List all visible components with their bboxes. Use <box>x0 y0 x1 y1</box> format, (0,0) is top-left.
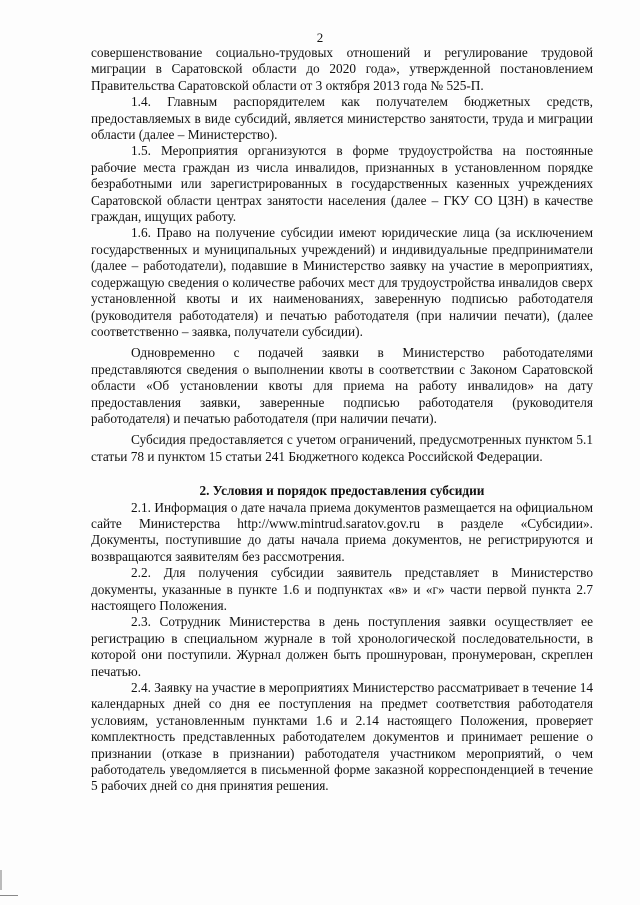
paragraph-2-3: 2.3. Сотрудник Министерства в день поступления заявки осуществляет ее регистрацию в специальном журнале в той хронологической последовательности, в которой они поступили. Журнал должен быть прошнурован, пронумерован, скреплен печатью. <box>91 614 593 679</box>
paragraph-2-2: 2.2. Для получения субсидии заявитель представляет в Министерство документы, указанные в пункте 1.6 и подпунктах «в» и «г» части первой пункта 2.7 настоящего Положения. <box>91 565 593 613</box>
scan-edge-mark <box>0 895 18 896</box>
paragraph-1-5: 1.5. Мероприятия организуются в форме трудоустройства на постоянные рабочие места граждан из числа инвалидов, признанных в установленном порядке безработными или зарегистрированных в государственных казенных учреждениях Саратовской области центрах занятости населения (далее – ГКУ СО ЦЗН) в качестве граждан, ищущих работу. <box>91 143 593 225</box>
paragraph-quota-info: Одновременно с подачей заявки в Министерство работодателями представляются сведения о выполнении квоты в соответствии с Законом Саратовской области «Об установлении квоты для приема на работу инвалидов» на дату предоставления заявки, заверенные подписью работодателя (руководителя работодателя) и печатью работодателя (при наличии печати). <box>91 345 593 426</box>
paragraph-1-6: 1.6. Право на получение субсидии имеют юридические лица (за исключением государственных и муниципальных учреждений) и индивидуальные предприниматели (далее – работодатели), подавшие в Министерство заявку на участие в мероприятиях, содержащую сведения о количестве рабочих мест для трудоустройства инвалидов сверх установленной квоты и их наименованиях, заверенную подписью работодателя (руководителя работодателя) и печатью работодателя (при наличии печати), (далее соответственно – заявка, получатели субсидии). <box>91 225 593 339</box>
paragraph-2-1: 2.1. Информация о дате начала приема документов размещается на официальном сайте Министерства http://www.mintrud.saratov.gov.ru в разделе «Субсидии». Документы, поступившие до даты начала приема документов, не регистрируются и возвращаются заявителям без рассмотрения. <box>91 499 593 564</box>
paragraph: совершенствование социально-трудовых отношений и регулирование трудовой миграции в Саратовской области до 2020 года», утвержденной постановлением Правительства Саратовской области от 3 октября 2013 года № 525-П. <box>91 45 593 93</box>
section-heading: 2. Условия и порядок предоставления субсидии <box>199 483 485 499</box>
page-number: 2 <box>316 30 324 45</box>
paragraph-2-4: 2.4. Заявку на участие в мероприятиях Министерство рассматривает в течение 14 календарных дней со дня ее поступления на предмет соответствия работодателя условиям, установленным пунктами 1.6 и 2.14 настоящего Положения, проверяет комплектность представленных работодателем документов и принимает решение о признании (отказе в признании) работодателя участником мероприятий, о чем работодатель уведомляется в письменной форме заказной корреспонденцией в течение 5 рабочих дней со дня принятия решения. <box>91 680 593 794</box>
paragraph-1-4: 1.4. Главным распорядителем как получателем бюджетных средств, предоставляемых в виде субсидий, является министерство занятости, труда и миграции области (далее – Министерство). <box>91 94 593 143</box>
scan-edge-mark <box>0 870 2 890</box>
document-body <box>91 45 593 795</box>
paragraph-subsidy-limits: Субсидия предоставляется с учетом ограничений, предусмотренных пунктом 5.1 статьи 78 и пунктом 15 статьи 241 Бюджетного кодекса Российской Федерации. <box>91 432 593 464</box>
